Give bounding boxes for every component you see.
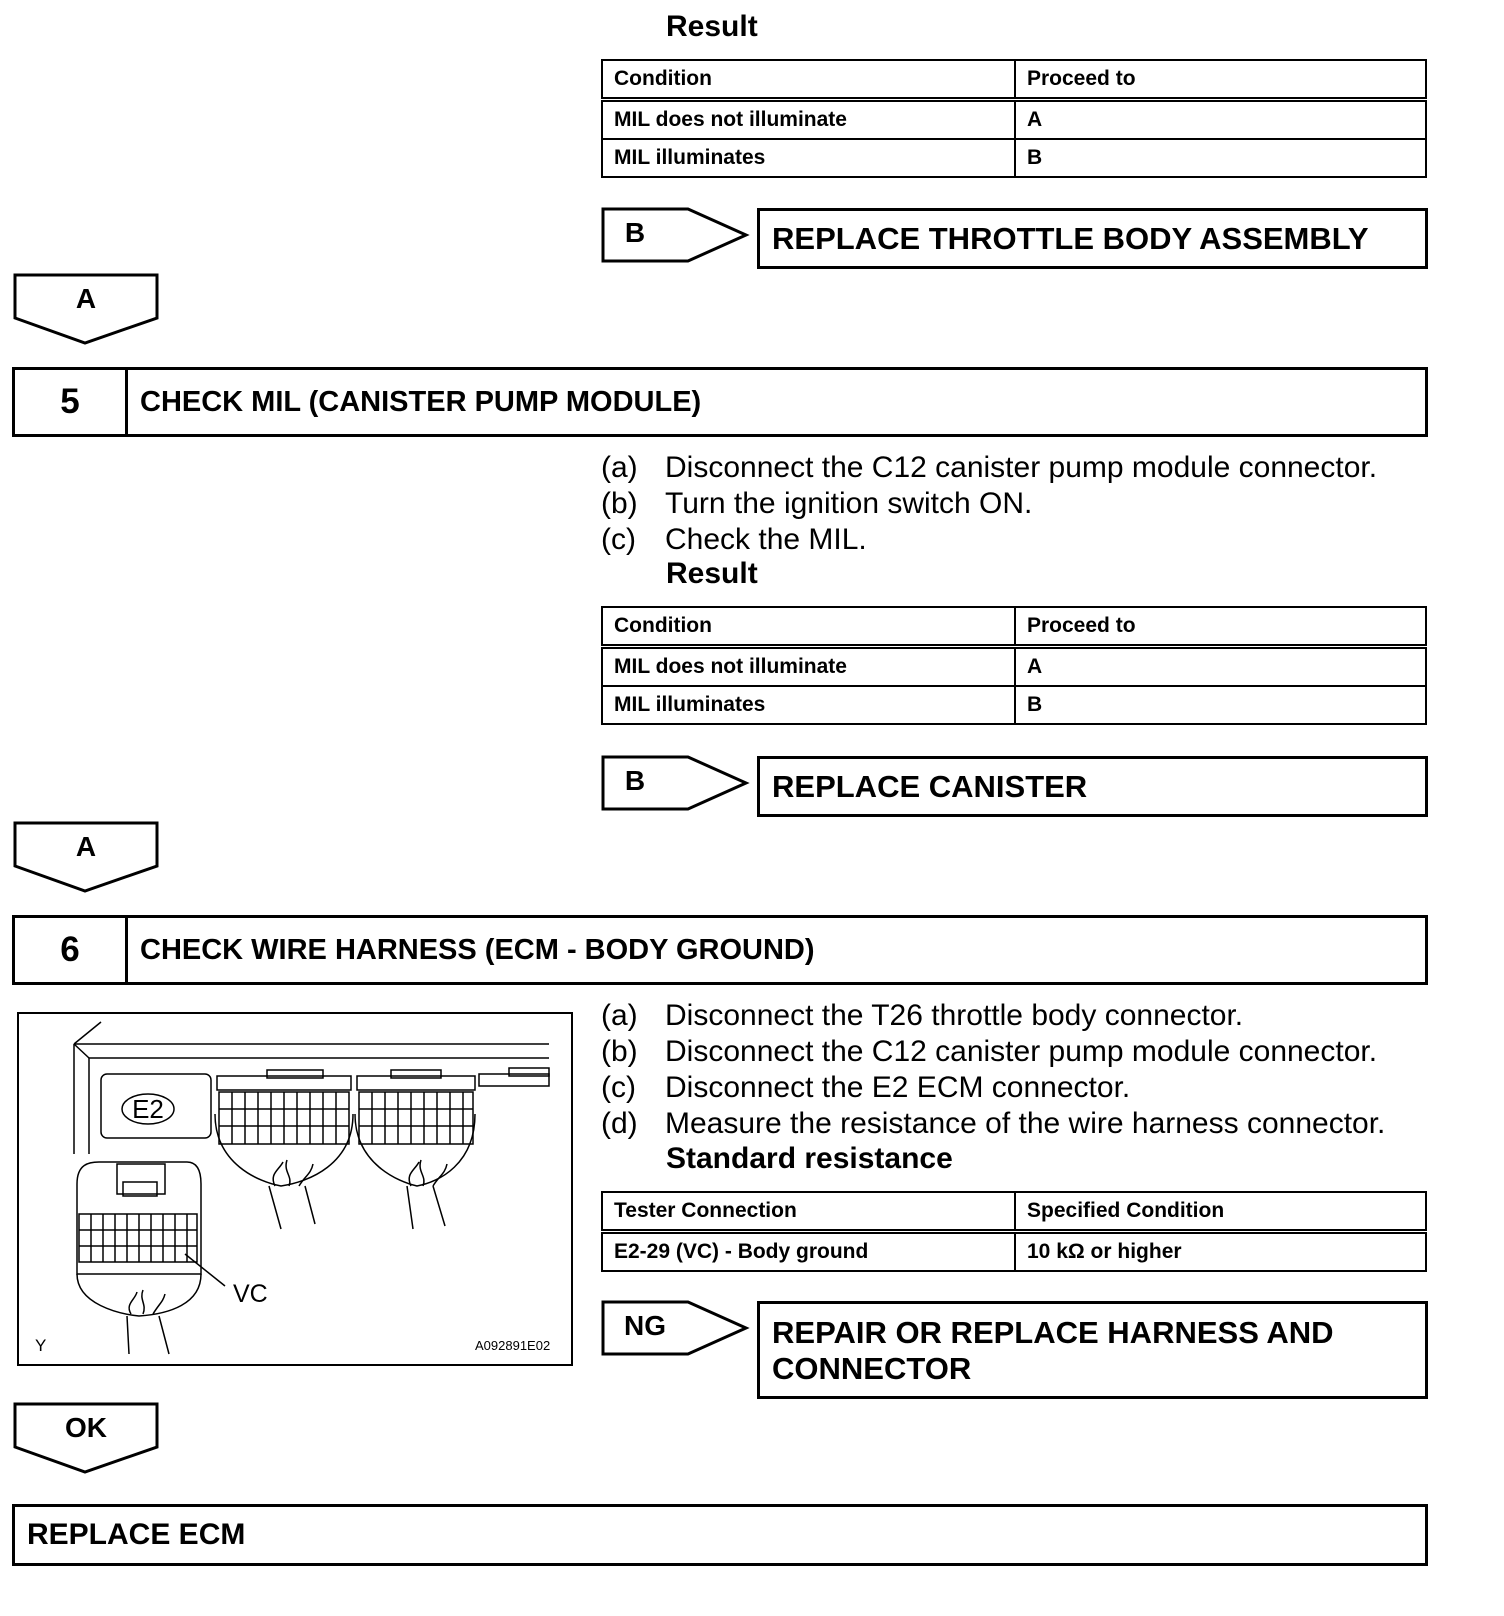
action-line: REPAIR OR REPLACE HARNESS AND [772, 1315, 1334, 1350]
continue-label: OK [65, 1412, 107, 1443]
table-cell: A [1015, 647, 1426, 687]
replace-ecm-action[interactable]: REPLACE ECM [12, 1504, 1428, 1566]
table-cell: MIL illuminates [602, 686, 1015, 724]
instruction-item: (b) Disconnect the C12 canister pump module connector. [601, 1035, 1378, 1068]
step-5-instructions [601, 450, 1377, 558]
step-6-header [12, 915, 1428, 985]
table-header: Proceed to [1015, 607, 1426, 647]
branch-label: B [624, 217, 646, 248]
instruction-item: (a) Disconnect the C12 canister pump module connector. [601, 451, 1378, 484]
table-header: Proceed to [1015, 60, 1426, 100]
table-cell: B [1015, 686, 1426, 724]
replace-canister-action[interactable]: REPLACE CANISTER [757, 756, 1428, 817]
instruction-item: (c) Disconnect the E2 ECM connector. [601, 1071, 1131, 1104]
branch-ng-arrow[interactable] [601, 1300, 751, 1356]
corner-label: Y [35, 1336, 47, 1355]
table-cell: 10 kΩ or higher [1015, 1232, 1426, 1272]
table-cell: MIL does not illuminate [602, 647, 1015, 687]
table-cell: MIL illuminates [602, 139, 1015, 177]
result-table [601, 59, 1427, 178]
step-5-header [12, 367, 1428, 437]
result-label: Result [666, 10, 758, 43]
branch-label: NG [624, 1310, 666, 1341]
action-line: CONNECTOR [772, 1351, 972, 1386]
result-label: Result [666, 557, 758, 590]
instruction-item: (d) Measure the resistance of the wire harness connector. [601, 1107, 1386, 1140]
branch-b-arrow[interactable] [601, 755, 751, 811]
instruction-item: (a) Disconnect the T26 throttle body connector. [601, 999, 1244, 1032]
continue-label: A [75, 283, 97, 314]
resistance-table [601, 1191, 1427, 1272]
table-header: Condition [602, 607, 1015, 647]
continue-label: A [75, 831, 97, 862]
step-number: 5 [15, 370, 128, 434]
instruction-item: (b) Turn the ignition switch ON. [601, 487, 1033, 520]
result-table [601, 606, 1427, 725]
standard-resistance-label: Standard resistance [666, 1142, 953, 1175]
connector-label: E2 [132, 1094, 164, 1124]
repair-harness-action[interactable] [757, 1301, 1428, 1399]
continue-a-arrow[interactable] [13, 821, 159, 893]
table-cell: E2-29 (VC) - Body ground [602, 1232, 1015, 1272]
figure-id: A092891E02 [475, 1338, 551, 1353]
step-number: 6 [15, 918, 128, 982]
step-title: CHECK MIL (CANISTER PUMP MODULE) [140, 385, 702, 418]
branch-b-arrow[interactable] [601, 207, 751, 263]
ecm-connector-figure [17, 1012, 573, 1366]
table-header: Tester Connection [602, 1192, 1015, 1232]
step-title: CHECK WIRE HARNESS (ECM - BODY GROUND) [140, 933, 815, 966]
table-header: Specified Condition [1015, 1192, 1426, 1232]
table-cell: A [1015, 100, 1426, 140]
replace-throttle-body-action[interactable]: REPLACE THROTTLE BODY ASSEMBLY [757, 208, 1428, 269]
step-6-instructions [601, 998, 1385, 1142]
continue-ok-arrow[interactable] [13, 1402, 159, 1474]
table-cell: B [1015, 139, 1426, 177]
instruction-item: (c) Check the MIL. [601, 523, 867, 556]
table-cell: MIL does not illuminate [602, 100, 1015, 140]
branch-label: B [624, 765, 646, 796]
terminal-label: VC [233, 1280, 268, 1308]
ecm-connector-illustration [19, 1014, 573, 1366]
continue-a-arrow[interactable] [13, 273, 159, 345]
table-header: Condition [602, 60, 1015, 100]
